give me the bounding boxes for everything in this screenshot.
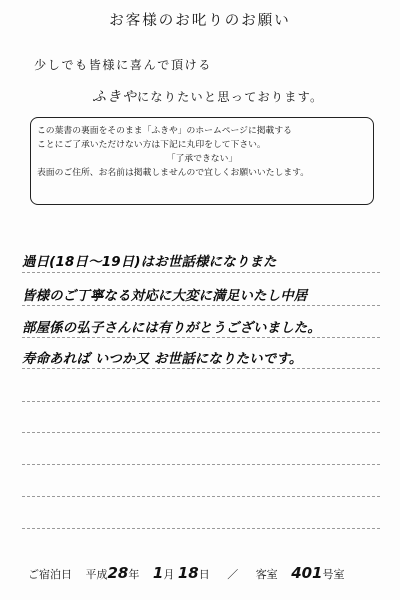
publication-notice-box: [30, 117, 374, 205]
writing-rule: [22, 305, 380, 306]
writing-rule: [22, 272, 380, 273]
writing-rule: [22, 401, 380, 402]
handwritten-line-3: 部屋係の弘子さんには有りがとうございました。: [22, 321, 321, 336]
handwritten-line-2: 皆様のご丁寧なる対応に大変に満足いたし中居: [22, 289, 308, 304]
intro-line-2-text: になりたいと思っております。: [137, 90, 324, 104]
intro-line-1: 少しでも皆様に喜んで頂ける: [34, 58, 212, 72]
writing-rule: [22, 528, 380, 529]
notice-line-2: ことにご了承いただけない方は下記に丸印をして下さい。: [37, 140, 266, 150]
notice-line-1: この葉書の裏面をそのまま「ふきや」のホームページに掲載する: [37, 126, 292, 136]
writing-rule: [22, 432, 380, 433]
notice-line-3: 表面のご住所、お名前は掲載しませんので宜しくお願いいたします。: [37, 168, 310, 178]
writing-rule: [22, 337, 380, 338]
room-number: 401: [291, 564, 323, 582]
month-unit: 月: [163, 568, 175, 581]
card-title: お客様のお叱りのお願い: [109, 13, 291, 29]
separator-slash: ／: [227, 568, 239, 581]
stay-day: 18: [177, 564, 199, 582]
day-unit: 日: [198, 568, 210, 581]
stay-date-label: ご宿泊日: [28, 568, 72, 581]
room-unit: 号室: [322, 568, 345, 581]
stay-info-footer: [28, 564, 390, 582]
handwritten-line-4: 寿命あれば いつか又 お世話になりたいです。: [22, 352, 303, 367]
brand-name: ふきや: [92, 89, 137, 105]
handwritten-line-1: 過日(18日〜19日)はお世話様になりまた: [22, 255, 277, 270]
refuse-option: 「了承できない」: [166, 154, 238, 164]
era-label: 平成: [85, 568, 108, 581]
writing-rule: [22, 368, 380, 369]
intro-line-2: [92, 86, 323, 106]
room-label: 客室: [255, 568, 278, 581]
year-unit: 年: [128, 568, 140, 581]
writing-rule: [22, 496, 380, 497]
stay-year: 28: [107, 564, 129, 582]
writing-rule: [22, 464, 380, 465]
stay-month: 1: [152, 564, 164, 582]
